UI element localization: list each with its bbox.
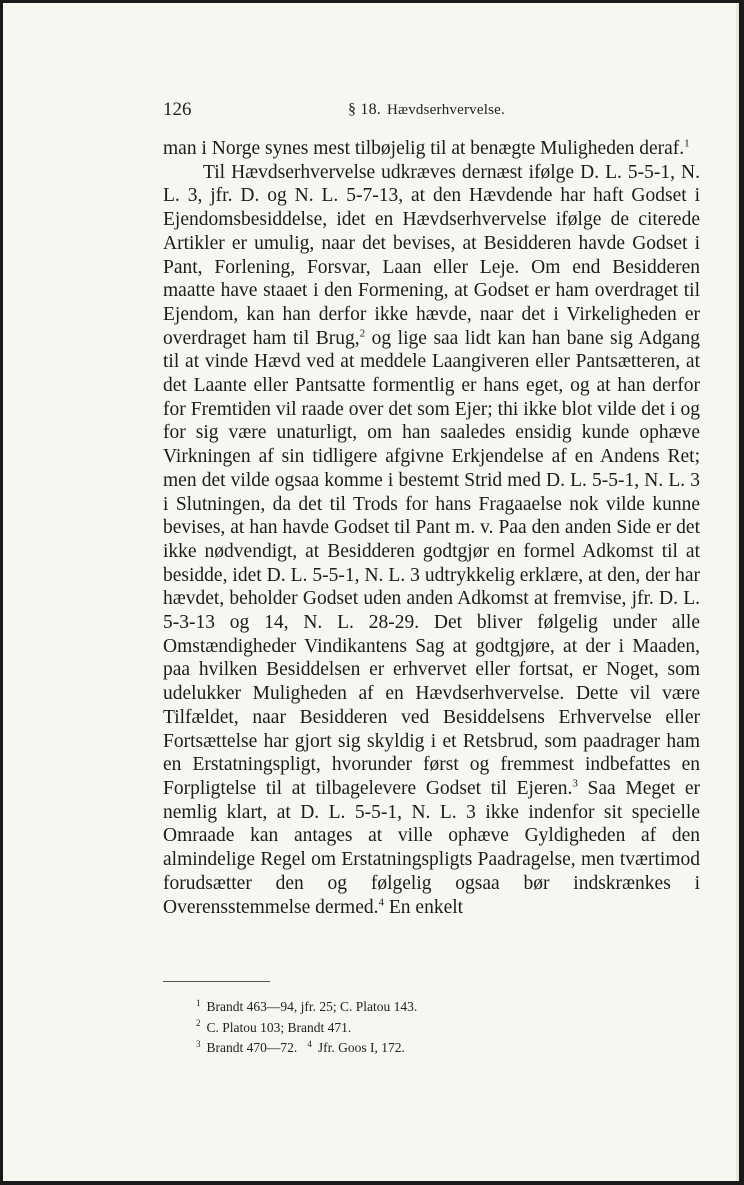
- footnote-text: C. Platou 103; Brandt 471.: [206, 1019, 352, 1035]
- paragraph-2-text-b: og lige saa lidt kan han bane sig Adgang til at vinde Hævd ved at meddele Laangiveren eller Pantsætteren, at det Laante eller Pantsatte formentlig er hans eget, og at han derfor for Fremtiden vil raade over det som Ejer; thi ikke blot vilde det i og for sig være unaturligt, om han saaledes ensidig kunde ophæve Virkningen af sin tidligere afgivne Erkjendelse af en Andens Ret; men det vilde ogsaa komme i bestemt Strid med D. L. 5-5-1, N. L. 3 i Slutningen, da det til Trods for hans Fragaaelse nok vilde kunne bevises, at han havde Godset til Pant m. v. Paa den anden Side er det ikke nødvendigt, at Besidderen godtgjør en formel Adkomst til at besidde, idet D. L. 5-5-1, N. L. 3 udtrykkelig erklære, at den, der har hævdet, beholder Godset uden anden Adkomst at fremvise, jfr. D. L. 5-3-13 og 14, N. L. 28-29. Det bliver følgelig under alle Omstændigheder Vindikantens Sag at godtgjøre, at der i Maaden, paa hvilken Besiddelsen er erhvervet eller fortsat, er Noget, som udelukker Muligheden af en Hævdserhvervelse. Dette vil være Tilfældet, naar Besidderen ved Besiddelsens Erhvervelse eller Fortsættelse har gjort sig skyldig i et Retsbrud, som paadrager ham en Erstatningspligt, hvorunder først og fremmest indbefattes en Forpligtelse til at tilbagelevere Godset til Ejeren.: [163, 327, 700, 799]
- footnote-ref-2: 2: [359, 327, 366, 340]
- paragraph-1-text: man i Norge synes mest tilbøjelig til at benægte Muligheden deraf.: [163, 138, 685, 159]
- footnote-text: Brandt 463—94, jfr. 25; C. Platou 143.: [206, 999, 418, 1014]
- page-header: [163, 99, 700, 121]
- paragraph-2-text-d: En enkelt: [384, 896, 464, 918]
- book-page: [3, 3, 739, 1181]
- footnote-1: [196, 997, 417, 1018]
- footnote-ref-4: 4: [378, 896, 385, 908]
- body-text: [163, 137, 700, 919]
- paragraph-2: [163, 161, 700, 920]
- section-title: Hævdserhvervelse.: [387, 102, 505, 118]
- footnote-mark: 3: [196, 1038, 201, 1049]
- running-head: [348, 101, 505, 119]
- footnote-ref-3: 3: [572, 777, 578, 790]
- footnote-text-4: Jfr. Goos I, 172.: [317, 1040, 405, 1055]
- footnote-ref-1: 1: [684, 137, 690, 150]
- paragraph-2-text-a: Til Hævdserhvervelse udkræves dernæst ifølge D. L. 5-5-1, N. L. 3, jfr. D. og N. L. 5-7-13, at den Hævdende har haft Godset i Ejendomsbesiddelse, idet en Hævdserhvervelse ifølge de citerede Artikler er umulig, naar det bevises, at Besidderen havde Godset i Pant, Forlening, Forsvar, Laan eller Leje. Om end Besidderen maatte have staaet i den Formening, at Godset er ham overdraget til Ejendom, kan han derfor ikke hævde, naar det i Virkeligheden er overdraget ham til Brug,: [163, 161, 700, 349]
- paragraph-1: [163, 137, 700, 161]
- section-number: § 18.: [348, 101, 381, 118]
- footnote-mark-4: 4: [307, 1038, 312, 1049]
- page-number: 126: [163, 99, 192, 120]
- footnote-divider: [163, 981, 270, 982]
- paragraph-2-text-c: Saa Meget er nemlig klart, at D. L. 5-5-1, N. L. 3 ikke indenfor sit specielle Omraade kan antages at ville ophæve Gyldigheden af den almindelige Regel om Erstatningspligts Paadragelse, men tværtimod forudsætter den og følgelig ogsaa bør indskrænkes i Overensstemmelse dermed.: [163, 777, 700, 918]
- footnote-text: Brandt 470—72.: [206, 1040, 298, 1055]
- footnote-3: [196, 1038, 417, 1059]
- footnote-mark: 1: [196, 997, 201, 1008]
- footnotes: [196, 997, 417, 1059]
- footnote-mark: 2: [196, 1018, 201, 1028]
- footnote-2: [196, 1018, 417, 1039]
